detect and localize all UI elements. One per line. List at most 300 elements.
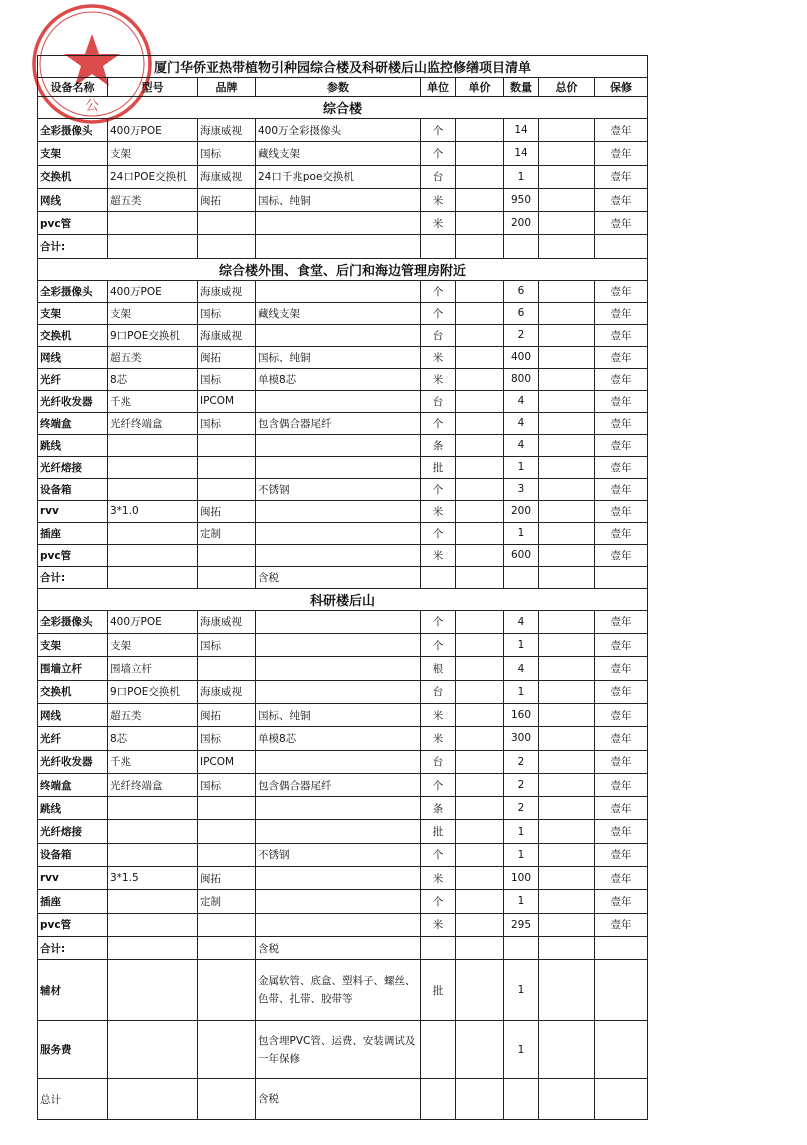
cell-price <box>456 820 504 843</box>
cell-brand <box>198 434 256 456</box>
cell-warranty: 壹年 <box>595 412 648 434</box>
subtotal-label: 合计: <box>38 566 108 588</box>
cell-total <box>539 680 595 703</box>
cell-total <box>539 434 595 456</box>
cell-warranty: 壹年 <box>595 302 648 324</box>
cell-name: rvv <box>38 500 108 522</box>
cell-model: 400万POE <box>108 610 198 633</box>
cell-price <box>456 703 504 726</box>
cell-param <box>256 212 421 235</box>
cell-total <box>539 188 595 211</box>
cell-qty: 800 <box>504 368 539 390</box>
cell-warranty: 壹年 <box>595 346 648 368</box>
cell-brand <box>198 566 256 588</box>
cell-price <box>456 843 504 866</box>
cell-brand <box>198 212 256 235</box>
cell-param <box>256 913 421 936</box>
table-row <box>38 750 648 773</box>
section-title: 科研楼后山 <box>38 588 648 610</box>
cell-brand: 海康威视 <box>198 280 256 302</box>
extra-qty: 1 <box>504 960 539 1021</box>
document-title: 厦门华侨亚热带植物引种园综合楼及科研楼后山监控修缮项目清单 <box>38 56 648 78</box>
table-row <box>38 890 648 913</box>
cell-model: 9口POE交换机 <box>108 680 198 703</box>
cell-brand: 海康威视 <box>198 119 256 142</box>
cell-brand: 闽拓 <box>198 188 256 211</box>
cell-price <box>456 522 504 544</box>
cell-model <box>108 566 198 588</box>
cell-unit: 条 <box>421 797 456 820</box>
cell-brand <box>198 456 256 478</box>
cell-model <box>108 456 198 478</box>
cell-brand: 国标 <box>198 634 256 657</box>
cell-param <box>256 657 421 680</box>
cell-total <box>539 750 595 773</box>
cell-model <box>108 890 198 913</box>
cell-price <box>456 368 504 390</box>
cell-brand <box>198 1079 256 1120</box>
table-row <box>38 727 648 750</box>
cell-name: pvc管 <box>38 913 108 936</box>
cell-warranty: 壹年 <box>595 750 648 773</box>
cell-qty: 160 <box>504 703 539 726</box>
cell-model <box>108 797 198 820</box>
cell-price <box>456 500 504 522</box>
cell-qty: 1 <box>504 820 539 843</box>
cell-total <box>539 773 595 796</box>
cell-model <box>108 434 198 456</box>
subtotal-label: 合计: <box>38 936 108 959</box>
cell-brand: IPCOM <box>198 750 256 773</box>
cell-unit: 米 <box>421 867 456 890</box>
cell-total <box>539 235 595 258</box>
cell-qty: 2 <box>504 797 539 820</box>
header-row <box>38 78 648 97</box>
cell-model <box>108 913 198 936</box>
cell-unit: 个 <box>421 610 456 633</box>
cell-total <box>539 500 595 522</box>
table-row <box>38 680 648 703</box>
extra-row-grand_total <box>38 1079 648 1120</box>
cell-qty: 14 <box>504 142 539 165</box>
cell-name: 全彩摄像头 <box>38 610 108 633</box>
cell-model <box>108 820 198 843</box>
cell-unit: 米 <box>421 188 456 211</box>
cell-brand: 国标 <box>198 773 256 796</box>
cell-unit: 米 <box>421 703 456 726</box>
cell-total <box>539 324 595 346</box>
cell-model <box>108 1079 198 1120</box>
cell-qty: 300 <box>504 727 539 750</box>
cell-warranty <box>595 235 648 258</box>
cell-total <box>539 165 595 188</box>
cell-brand <box>198 960 256 1021</box>
cell-unit <box>421 936 456 959</box>
cell-name: 插座 <box>38 522 108 544</box>
cell-param <box>256 797 421 820</box>
cell-brand <box>198 797 256 820</box>
cell-price <box>456 867 504 890</box>
cell-name: 终端盒 <box>38 773 108 796</box>
cell-name: 光纤收发器 <box>38 750 108 773</box>
cell-total <box>539 346 595 368</box>
cell-param: 不锈钢 <box>256 843 421 866</box>
cell-brand <box>198 235 256 258</box>
cell-total <box>539 390 595 412</box>
cell-model: 9口POE交换机 <box>108 324 198 346</box>
table-row <box>38 302 648 324</box>
cell-warranty: 壹年 <box>595 867 648 890</box>
cell-warranty: 壹年 <box>595 324 648 346</box>
cell-qty <box>504 235 539 258</box>
cell-total <box>539 280 595 302</box>
cell-param: 包含偶合器尾纤 <box>256 773 421 796</box>
cell-brand: 国标 <box>198 412 256 434</box>
table-row <box>38 280 648 302</box>
cell-unit: 批 <box>421 820 456 843</box>
cell-qty: 950 <box>504 188 539 211</box>
cell-param <box>256 680 421 703</box>
cell-warranty: 壹年 <box>595 390 648 412</box>
cell-price <box>456 235 504 258</box>
cell-total <box>539 119 595 142</box>
extra-param: 金属软管、底盒、塑料子、螺丝、色带、扎带、胶带等 <box>256 960 421 1021</box>
cell-model: 支架 <box>108 142 198 165</box>
cell-warranty: 壹年 <box>595 478 648 500</box>
extra-param: 包含埋PVC管、运费、安装调试及一年保修 <box>256 1021 421 1079</box>
cell-brand <box>198 544 256 566</box>
cell-brand <box>198 820 256 843</box>
cell-price <box>456 165 504 188</box>
cell-name: 支架 <box>38 634 108 657</box>
cell-warranty: 壹年 <box>595 500 648 522</box>
cell-name: 光纤 <box>38 368 108 390</box>
cell-name: 插座 <box>38 890 108 913</box>
cell-total <box>539 142 595 165</box>
cell-warranty: 壹年 <box>595 522 648 544</box>
cell-unit: 米 <box>421 544 456 566</box>
cell-name: 网线 <box>38 346 108 368</box>
cell-param: 单模8芯 <box>256 368 421 390</box>
cell-param <box>256 522 421 544</box>
cell-model <box>108 478 198 500</box>
cell-warranty: 壹年 <box>595 142 648 165</box>
cell-qty: 4 <box>504 657 539 680</box>
cell-price <box>456 797 504 820</box>
cell-brand: 定制 <box>198 890 256 913</box>
cell-param <box>256 434 421 456</box>
extra-unit <box>421 1079 456 1120</box>
cell-model: 3*1.5 <box>108 867 198 890</box>
header-qty: 数量 <box>504 78 539 97</box>
cell-brand: 海康威视 <box>198 324 256 346</box>
cell-brand: IPCOM <box>198 390 256 412</box>
cell-price <box>456 890 504 913</box>
cell-qty: 1 <box>504 165 539 188</box>
cell-param: 不锈钢 <box>256 478 421 500</box>
cell-model: 千兆 <box>108 390 198 412</box>
cell-unit: 米 <box>421 346 456 368</box>
table-row <box>38 703 648 726</box>
cell-qty: 1 <box>504 843 539 866</box>
cell-qty: 6 <box>504 280 539 302</box>
svg-text:公: 公 <box>85 98 99 114</box>
section-title: 综合楼外围、食堂、后门和海边管理房附近 <box>38 258 648 280</box>
table-row <box>38 119 648 142</box>
cell-unit <box>421 235 456 258</box>
cell-total <box>539 890 595 913</box>
subtotal-row <box>38 566 648 588</box>
table-row <box>38 390 648 412</box>
cell-warranty: 壹年 <box>595 797 648 820</box>
cell-param: 藏线支架 <box>256 302 421 324</box>
cell-qty: 600 <box>504 544 539 566</box>
cell-model <box>108 1021 198 1079</box>
cell-qty: 4 <box>504 610 539 633</box>
cell-total <box>539 1079 595 1120</box>
table-row <box>38 867 648 890</box>
cell-warranty: 壹年 <box>595 212 648 235</box>
cell-model: 支架 <box>108 302 198 324</box>
cell-qty: 1 <box>504 634 539 657</box>
cell-qty: 2 <box>504 773 539 796</box>
cell-warranty: 壹年 <box>595 188 648 211</box>
cell-price <box>456 913 504 936</box>
cell-unit: 个 <box>421 843 456 866</box>
cell-model <box>108 960 198 1021</box>
cell-total <box>539 566 595 588</box>
extra-name: 服务费 <box>38 1021 108 1079</box>
cell-total <box>539 634 595 657</box>
cell-qty: 14 <box>504 119 539 142</box>
cell-total <box>539 544 595 566</box>
cell-price <box>456 324 504 346</box>
cell-name: 交换机 <box>38 324 108 346</box>
table-row <box>38 412 648 434</box>
table-row <box>38 346 648 368</box>
cell-total <box>539 368 595 390</box>
cell-warranty: 壹年 <box>595 820 648 843</box>
cell-unit: 台 <box>421 680 456 703</box>
cell-name: 交换机 <box>38 165 108 188</box>
extra-row-aux <box>38 960 648 1021</box>
cell-param: 国标、纯铜 <box>256 346 421 368</box>
cell-warranty: 壹年 <box>595 634 648 657</box>
cell-price <box>456 212 504 235</box>
cell-warranty: 壹年 <box>595 368 648 390</box>
cell-brand: 国标 <box>198 727 256 750</box>
cell-price <box>456 456 504 478</box>
cell-unit: 个 <box>421 119 456 142</box>
cell-total <box>539 867 595 890</box>
cell-param <box>256 456 421 478</box>
cell-name: 支架 <box>38 302 108 324</box>
cell-param <box>256 324 421 346</box>
cell-name: 跳线 <box>38 797 108 820</box>
subtotal-note: 含税 <box>256 566 421 588</box>
cell-qty: 400 <box>504 346 539 368</box>
cell-name: 全彩摄像头 <box>38 280 108 302</box>
cell-brand <box>198 657 256 680</box>
cell-total <box>539 843 595 866</box>
cell-qty: 4 <box>504 390 539 412</box>
cell-qty: 6 <box>504 302 539 324</box>
cell-unit: 个 <box>421 412 456 434</box>
cell-warranty <box>595 1021 648 1079</box>
cell-warranty: 壹年 <box>595 680 648 703</box>
cell-price <box>456 188 504 211</box>
cell-warranty: 壹年 <box>595 544 648 566</box>
cell-name: 光纤熔接 <box>38 456 108 478</box>
cell-name: 跳线 <box>38 434 108 456</box>
cell-qty: 200 <box>504 212 539 235</box>
cell-price <box>456 412 504 434</box>
table-row <box>38 324 648 346</box>
cell-model <box>108 936 198 959</box>
header-unit: 单位 <box>421 78 456 97</box>
cell-brand: 定制 <box>198 522 256 544</box>
cell-warranty: 壹年 <box>595 843 648 866</box>
cell-unit: 个 <box>421 478 456 500</box>
cell-brand: 国标 <box>198 142 256 165</box>
table-row <box>38 188 648 211</box>
cell-qty: 1 <box>504 522 539 544</box>
table-row <box>38 212 648 235</box>
cell-param <box>256 750 421 773</box>
cell-price <box>456 302 504 324</box>
cell-unit: 个 <box>421 302 456 324</box>
cell-price <box>456 544 504 566</box>
cell-price <box>456 434 504 456</box>
cell-param <box>256 544 421 566</box>
cell-total <box>539 960 595 1021</box>
cell-price <box>456 634 504 657</box>
cell-qty <box>504 936 539 959</box>
cell-model: 光纤终端盒 <box>108 773 198 796</box>
cell-model <box>108 522 198 544</box>
table-row <box>38 368 648 390</box>
cell-warranty: 壹年 <box>595 703 648 726</box>
cell-unit: 批 <box>421 456 456 478</box>
table-row <box>38 797 648 820</box>
cell-param: 单模8芯 <box>256 727 421 750</box>
cell-brand: 国标 <box>198 368 256 390</box>
cell-qty: 4 <box>504 412 539 434</box>
header-total: 总价 <box>539 78 595 97</box>
table-row <box>38 913 648 936</box>
cell-warranty <box>595 1079 648 1120</box>
cell-price <box>456 960 504 1021</box>
cell-warranty <box>595 936 648 959</box>
cell-price <box>456 936 504 959</box>
cell-param <box>256 820 421 843</box>
cell-total <box>539 412 595 434</box>
cell-name: 支架 <box>38 142 108 165</box>
cell-unit: 根 <box>421 657 456 680</box>
cell-name: pvc管 <box>38 544 108 566</box>
cell-qty: 200 <box>504 500 539 522</box>
subtotal-row <box>38 936 648 959</box>
cell-qty: 295 <box>504 913 539 936</box>
cell-model: 围墙立杆 <box>108 657 198 680</box>
cell-param <box>256 500 421 522</box>
cell-model: 超五类 <box>108 703 198 726</box>
cell-warranty <box>595 960 648 1021</box>
extra-unit <box>421 1021 456 1079</box>
cell-model: 24口POE交换机 <box>108 165 198 188</box>
cell-price <box>456 1079 504 1120</box>
cell-brand <box>198 478 256 500</box>
cell-name: 光纤熔接 <box>38 820 108 843</box>
cell-price <box>456 657 504 680</box>
table-row <box>38 522 648 544</box>
header-name: 设备名称 <box>38 78 108 97</box>
cell-model <box>108 235 198 258</box>
cell-price <box>456 773 504 796</box>
extra-name: 总计 <box>38 1079 108 1120</box>
cell-warranty: 壹年 <box>595 773 648 796</box>
cell-model: 超五类 <box>108 346 198 368</box>
cell-unit: 台 <box>421 165 456 188</box>
table-row <box>38 434 648 456</box>
cell-name: rvv <box>38 867 108 890</box>
cell-model: 8芯 <box>108 368 198 390</box>
cell-qty <box>504 566 539 588</box>
cell-unit: 米 <box>421 913 456 936</box>
header-model: 型号 <box>108 78 198 97</box>
cell-name: 设备箱 <box>38 478 108 500</box>
cell-param: 400万全彩摄像头 <box>256 119 421 142</box>
cell-unit: 个 <box>421 522 456 544</box>
table-row <box>38 544 648 566</box>
cell-warranty: 壹年 <box>595 913 648 936</box>
cell-name: 全彩摄像头 <box>38 119 108 142</box>
cell-param: 国标、纯铜 <box>256 188 421 211</box>
table-row <box>38 820 648 843</box>
cell-brand: 海康威视 <box>198 680 256 703</box>
cell-total <box>539 936 595 959</box>
cell-price <box>456 346 504 368</box>
cell-unit: 个 <box>421 634 456 657</box>
cell-name: 网线 <box>38 188 108 211</box>
cell-brand <box>198 913 256 936</box>
subtotal-label: 合计: <box>38 235 108 258</box>
cell-unit: 个 <box>421 773 456 796</box>
cell-qty: 1 <box>504 680 539 703</box>
section-title: 综合楼 <box>38 97 648 119</box>
cell-total <box>539 478 595 500</box>
cell-param <box>256 280 421 302</box>
cell-warranty: 壹年 <box>595 657 648 680</box>
cell-price <box>456 680 504 703</box>
cell-unit: 个 <box>421 890 456 913</box>
cell-name: 光纤 <box>38 727 108 750</box>
cell-name: 光纤收发器 <box>38 390 108 412</box>
project-list-table <box>37 55 648 1120</box>
cell-param: 包含偶合器尾纤 <box>256 412 421 434</box>
cell-param <box>256 390 421 412</box>
cell-qty: 2 <box>504 324 539 346</box>
cell-qty: 3 <box>504 478 539 500</box>
table-row <box>38 773 648 796</box>
cell-warranty: 壹年 <box>595 434 648 456</box>
cell-unit: 米 <box>421 212 456 235</box>
cell-name: 终端盒 <box>38 412 108 434</box>
extra-param: 含税 <box>256 1079 421 1120</box>
table-row <box>38 843 648 866</box>
cell-brand: 闽拓 <box>198 500 256 522</box>
cell-model: 超五类 <box>108 188 198 211</box>
